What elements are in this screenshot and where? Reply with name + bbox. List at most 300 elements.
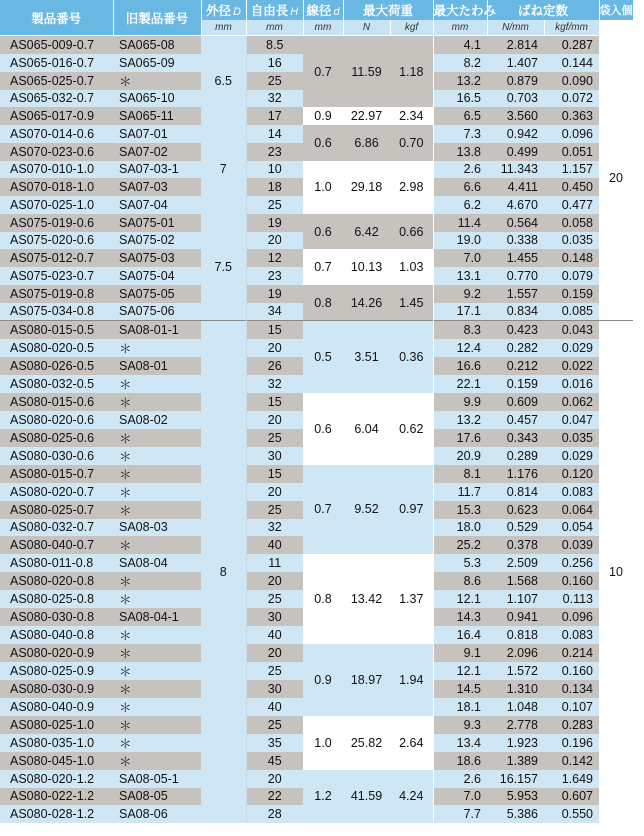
rate-kgf-cell: 0.083 [544,483,599,501]
old-part-no-cell: ＊ [113,429,201,447]
old-part-no-cell: SA07-01 [113,125,201,143]
max-load-kgf-cell: 1.18 [390,36,433,107]
max-defl-cell: 17.6 [433,429,487,447]
free-len-cell: 32 [246,90,303,108]
bag-qty-cell: 20 [599,36,633,321]
max-defl-cell: 11.7 [433,483,487,501]
rate-kgf-cell: 0.214 [544,644,599,662]
part-no-cell: AS080-022-1.2 [0,788,113,806]
max-load-kgf-cell: 1.94 [390,644,433,716]
table-row [0,770,633,788]
rate-n-cell: 0.770 [487,267,544,285]
max-defl-cell: 9.2 [433,285,487,303]
max-defl-cell: 8.6 [433,572,487,590]
part-no-cell: AS080-011-0.8 [0,554,113,572]
header-max-load: 最大荷重 [343,0,433,20]
max-defl-cell: 12.4 [433,339,487,357]
rate-kgf-cell: 0.550 [544,805,599,823]
rate-n-cell: 1.407 [487,54,544,72]
free-len-cell: 19 [246,285,303,303]
wire-dia-cell: 0.9 [303,644,343,716]
free-len-cell: 19 [246,214,303,232]
max-load-kgf-cell: 0.36 [390,321,433,393]
wire-dia-cell: 0.7 [303,249,343,285]
old-part-no-cell: SA075-03 [113,249,201,267]
part-no-cell: AS080-030-0.9 [0,680,113,698]
free-len-cell: 8.5 [246,36,303,54]
header-outer-dia: 外径 D [201,0,246,20]
free-len-cell: 45 [246,752,303,770]
rate-n-cell: 0.378 [487,536,544,554]
part-no-cell: AS080-032-0.5 [0,375,113,393]
rate-n-cell: 0.423 [487,321,544,339]
rate-kgf-cell: 0.029 [544,339,599,357]
old-part-no-cell: SA08-05 [113,788,201,806]
old-part-no-cell: ＊ [113,662,201,680]
rate-kgf-cell: 0.035 [544,429,599,447]
free-len-cell: 25 [246,72,303,90]
max-defl-cell: 7.0 [433,788,487,806]
max-load-kgf-cell: 1.45 [390,285,433,321]
rate-kgf-cell: 0.607 [544,788,599,806]
rate-n-cell: 0.159 [487,375,544,393]
unit-rate-n: N/mm [487,20,544,35]
part-no-cell: AS080-025-1.0 [0,716,113,734]
max-defl-cell: 6.5 [433,107,487,125]
old-part-no-cell: ＊ [113,734,201,752]
rate-n-cell: 2.814 [487,36,544,54]
old-part-no-cell: ＊ [113,572,201,590]
rate-n-cell: 0.814 [487,483,544,501]
part-no-cell: AS080-040-0.9 [0,698,113,716]
max-defl-cell: 15.3 [433,501,487,519]
old-part-no-cell: SA07-03 [113,178,201,196]
wire-dia-cell: 0.8 [303,285,343,321]
free-len-cell: 40 [246,626,303,644]
rate-kgf-cell: 0.064 [544,501,599,519]
max-load-n-cell: 9.52 [343,465,390,555]
free-len-cell: 28 [246,805,303,823]
free-len-cell: 20 [246,232,303,250]
max-load-n-cell: 13.42 [343,554,390,644]
table-header [0,0,644,35]
free-len-cell: 26 [246,357,303,375]
rate-kgf-cell: 0.090 [544,72,599,90]
wire-dia-cell: 0.7 [303,465,343,555]
max-defl-cell: 2.6 [433,770,487,788]
max-load-n-cell: 11.59 [343,36,390,107]
max-load-n-cell: 29.18 [343,161,390,214]
old-part-no-cell: SA075-01 [113,214,201,232]
free-len-cell: 32 [246,375,303,393]
part-no-cell: AS080-015-0.5 [0,321,113,339]
rate-n-cell: 2.778 [487,716,544,734]
rate-kgf-cell: 0.079 [544,267,599,285]
table-row [0,321,633,339]
rate-n-cell: 0.343 [487,429,544,447]
old-part-no-cell: ＊ [113,698,201,716]
header-spring-rate: ばね定数 [487,0,599,20]
part-no-cell: AS065-032-0.7 [0,90,113,108]
part-no-cell: AS070-018-1.0 [0,178,113,196]
part-no-cell: AS075-020-0.6 [0,232,113,250]
rate-kgf-cell: 0.029 [544,447,599,465]
rate-n-cell: 1.048 [487,698,544,716]
old-part-no-cell: SA075-05 [113,285,201,303]
old-part-no-cell: ＊ [113,72,201,90]
outer-dia-cell: 7 [201,125,246,214]
max-defl-cell: 18.6 [433,752,487,770]
rate-n-cell: 0.564 [487,214,544,232]
max-defl-cell: 9.3 [433,716,487,734]
part-no-cell: AS080-035-1.0 [0,734,113,752]
free-len-cell: 20 [246,483,303,501]
max-defl-cell: 13.1 [433,267,487,285]
wire-dia-cell: 0.5 [303,321,343,393]
rate-n-cell: 1.176 [487,465,544,483]
free-len-cell: 25 [246,590,303,608]
wire-dia-cell: 1.2 [303,770,343,823]
rate-kgf-cell: 1.649 [544,770,599,788]
old-part-no-cell: SA08-03 [113,519,201,537]
unit-defl: mm [433,20,487,35]
max-defl-cell: 13.4 [433,734,487,752]
part-no-cell: AS080-045-1.0 [0,752,113,770]
header-max-defl: 最大たわみ [433,0,487,20]
free-len-cell: 20 [246,339,303,357]
max-defl-cell: 6.2 [433,196,487,214]
part-no-cell: AS065-017-0.9 [0,107,113,125]
max-load-n-cell: 6.04 [343,393,390,465]
max-defl-cell: 12.1 [433,590,487,608]
table-row [0,249,633,267]
part-no-cell: AS080-040-0.8 [0,626,113,644]
free-len-cell: 11 [246,554,303,572]
max-load-kgf-cell: 0.66 [390,214,433,250]
max-defl-cell: 13.2 [433,411,487,429]
free-len-cell: 20 [246,572,303,590]
rate-kgf-cell: 0.051 [544,143,599,161]
part-no-cell: AS080-025-0.6 [0,429,113,447]
rate-kgf-cell: 0.083 [544,626,599,644]
table-row [0,36,633,54]
rate-n-cell: 5.953 [487,788,544,806]
old-part-no-cell: SA075-04 [113,267,201,285]
max-defl-cell: 7.0 [433,249,487,267]
rate-n-cell: 1.455 [487,249,544,267]
rate-kgf-cell: 0.450 [544,178,599,196]
max-defl-cell: 13.8 [433,143,487,161]
rate-n-cell: 2.509 [487,554,544,572]
max-load-n-cell: 41.59 [343,770,390,823]
unit-free: mm [246,20,303,35]
rate-n-cell: 0.289 [487,447,544,465]
max-load-kgf-cell: 0.97 [390,465,433,555]
rate-kgf-cell: 0.363 [544,107,599,125]
max-load-kgf-cell: 1.37 [390,554,433,644]
unit-outer: mm [201,20,246,35]
free-len-cell: 16 [246,54,303,72]
max-defl-cell: 25.2 [433,536,487,554]
rate-kgf-cell: 1.157 [544,161,599,179]
max-load-kgf-cell: 0.62 [390,393,433,465]
part-no-cell: AS080-030-0.6 [0,447,113,465]
max-defl-cell: 22.1 [433,375,487,393]
max-load-kgf-cell: 2.64 [390,716,433,770]
rate-n-cell: 1.568 [487,572,544,590]
rate-kgf-cell: 0.085 [544,303,599,321]
rate-kgf-cell: 0.062 [544,393,599,411]
old-part-no-cell: SA07-03-1 [113,161,201,179]
max-defl-cell: 8.3 [433,321,487,339]
free-len-cell: 30 [246,447,303,465]
rate-kgf-cell: 0.160 [544,662,599,680]
part-no-cell: AS075-023-0.7 [0,267,113,285]
max-defl-cell: 16.5 [433,90,487,108]
max-load-kgf-cell: 0.70 [390,125,433,161]
rate-n-cell: 1.557 [487,285,544,303]
table-row [0,393,633,411]
table-row [0,107,633,125]
part-no-cell: AS080-020-1.2 [0,770,113,788]
max-defl-cell: 20.9 [433,447,487,465]
part-no-cell: AS080-026-0.5 [0,357,113,375]
part-no-cell: AS080-020-0.7 [0,483,113,501]
free-len-cell: 20 [246,411,303,429]
part-no-cell: AS065-025-0.7 [0,72,113,90]
wire-dia-cell: 0.8 [303,554,343,644]
table-row [0,125,633,143]
free-len-cell: 22 [246,788,303,806]
wire-dia-cell: 1.0 [303,161,343,214]
max-defl-cell: 11.4 [433,214,487,232]
old-part-no-cell: SA08-01-1 [113,321,201,339]
part-no-cell: AS080-015-0.7 [0,465,113,483]
rate-kgf-cell: 0.477 [544,196,599,214]
max-load-n-cell: 18.97 [343,644,390,716]
part-no-cell: AS070-010-1.0 [0,161,113,179]
max-defl-cell: 18.0 [433,519,487,537]
table-row [0,644,633,662]
max-defl-cell: 17.1 [433,303,487,321]
wire-dia-cell: 0.6 [303,393,343,465]
old-part-no-cell: ＊ [113,483,201,501]
old-part-no-cell: ＊ [113,465,201,483]
rate-kgf-cell: 0.058 [544,214,599,232]
max-defl-cell: 8.1 [433,465,487,483]
max-defl-cell: 13.2 [433,72,487,90]
max-load-n-cell: 14.26 [343,285,390,321]
rate-kgf-cell: 0.134 [544,680,599,698]
rate-kgf-cell: 0.072 [544,90,599,108]
free-len-cell: 15 [246,393,303,411]
part-no-cell: AS080-020-0.8 [0,572,113,590]
max-defl-cell: 12.1 [433,662,487,680]
rate-kgf-cell: 0.256 [544,554,599,572]
free-len-cell: 25 [246,716,303,734]
header-wire-dia: 線径 d [303,0,343,20]
part-no-cell: AS080-040-0.7 [0,536,113,554]
old-part-no-cell: SA08-04-1 [113,608,201,626]
old-part-no-cell: SA08-06 [113,805,201,823]
old-part-no-cell: SA07-04 [113,196,201,214]
max-defl-cell: 19.0 [433,232,487,250]
rate-kgf-cell: 0.113 [544,590,599,608]
unit-rate-kgf: kgf/mm [544,20,599,35]
max-defl-cell: 7.3 [433,125,487,143]
rate-n-cell: 1.389 [487,752,544,770]
rate-n-cell: 0.818 [487,626,544,644]
max-defl-cell: 9.9 [433,393,487,411]
free-len-cell: 40 [246,698,303,716]
old-part-no-cell: SA075-02 [113,232,201,250]
old-part-no-cell: ＊ [113,393,201,411]
old-part-no-cell: ＊ [113,716,201,734]
part-no-cell: AS080-015-0.6 [0,393,113,411]
old-part-no-cell: SA08-01 [113,357,201,375]
old-part-no-cell: SA065-11 [113,107,201,125]
max-defl-cell: 18.1 [433,698,487,716]
old-part-no-cell: ＊ [113,626,201,644]
old-part-no-cell: SA075-06 [113,303,201,321]
part-no-cell: AS080-025-0.8 [0,590,113,608]
rate-n-cell: 1.310 [487,680,544,698]
old-part-no-cell: ＊ [113,501,201,519]
wire-dia-cell: 0.6 [303,125,343,161]
max-defl-cell: 5.3 [433,554,487,572]
free-len-cell: 30 [246,680,303,698]
old-part-no-cell: SA065-10 [113,90,201,108]
rate-n-cell: 4.670 [487,196,544,214]
part-no-cell: AS075-012-0.7 [0,249,113,267]
free-len-cell: 25 [246,196,303,214]
rate-n-cell: 0.941 [487,608,544,626]
free-len-cell: 32 [246,519,303,537]
rate-n-cell: 5.386 [487,805,544,823]
rate-kgf-cell: 0.096 [544,125,599,143]
rate-n-cell: 2.096 [487,644,544,662]
rate-n-cell: 0.834 [487,303,544,321]
max-load-kgf-cell: 4.24 [390,770,433,823]
wire-dia-cell: 0.6 [303,214,343,250]
part-no-cell: AS070-025-1.0 [0,196,113,214]
unit-wire: mm [303,20,343,35]
free-len-cell: 23 [246,267,303,285]
rate-kgf-cell: 0.159 [544,285,599,303]
old-part-no-cell: ＊ [113,680,201,698]
max-defl-cell: 8.2 [433,54,487,72]
old-part-no-cell: ＊ [113,375,201,393]
max-load-kgf-cell: 2.34 [390,107,433,125]
rate-kgf-cell: 0.107 [544,698,599,716]
rate-n-cell: 0.942 [487,125,544,143]
rate-n-cell: 3.560 [487,107,544,125]
old-part-no-cell: ＊ [113,536,201,554]
part-no-cell: AS070-023-0.6 [0,143,113,161]
header-old-part-no: 旧製品番号 [113,0,201,35]
part-no-cell: AS080-030-0.8 [0,608,113,626]
free-len-cell: 25 [246,501,303,519]
old-part-no-cell: SA07-02 [113,143,201,161]
rate-n-cell: 0.609 [487,393,544,411]
max-load-n-cell: 10.13 [343,249,390,285]
table-row [0,161,633,179]
free-len-cell: 15 [246,465,303,483]
max-defl-cell: 7.7 [433,805,487,823]
part-no-cell: AS080-020-0.6 [0,411,113,429]
header-free-len: 自由長 H [246,0,303,20]
rate-n-cell: 1.923 [487,734,544,752]
part-no-cell: AS075-019-0.6 [0,214,113,232]
rate-kgf-cell: 0.043 [544,321,599,339]
old-part-no-cell: SA08-05-1 [113,770,201,788]
max-load-n-cell: 3.51 [343,321,390,393]
bag-qty-cell: 10 [599,321,633,823]
outer-dia-cell: 6.5 [201,36,246,125]
part-no-cell: AS070-014-0.6 [0,125,113,143]
rate-n-cell: 0.282 [487,339,544,357]
rate-n-cell: 0.457 [487,411,544,429]
old-part-no-cell: ＊ [113,447,201,465]
rate-kgf-cell: 0.054 [544,519,599,537]
old-part-no-cell: ＊ [113,590,201,608]
rate-kgf-cell: 0.035 [544,232,599,250]
wire-dia-cell: 0.9 [303,107,343,125]
max-defl-cell: 14.5 [433,680,487,698]
part-no-cell: AS075-034-0.8 [0,303,113,321]
old-part-no-cell: SA08-02 [113,411,201,429]
rate-kgf-cell: 0.016 [544,375,599,393]
rate-n-cell: 11.343 [487,161,544,179]
old-part-no-cell: ＊ [113,339,201,357]
part-no-cell: AS080-032-0.7 [0,519,113,537]
max-defl-cell: 16.6 [433,357,487,375]
free-len-cell: 20 [246,644,303,662]
max-load-n-cell: 6.42 [343,214,390,250]
rate-n-cell: 0.499 [487,143,544,161]
max-defl-cell: 9.1 [433,644,487,662]
rate-kgf-cell: 0.144 [544,54,599,72]
max-defl-cell: 4.1 [433,36,487,54]
free-len-cell: 25 [246,429,303,447]
rate-n-cell: 0.623 [487,501,544,519]
free-len-cell: 40 [246,536,303,554]
old-part-no-cell: SA08-04 [113,554,201,572]
max-defl-cell: 6.6 [433,178,487,196]
part-no-cell: AS080-028-1.2 [0,805,113,823]
max-defl-cell: 2.6 [433,161,487,179]
rate-kgf-cell: 0.047 [544,411,599,429]
part-no-cell: AS080-025-0.9 [0,662,113,680]
rate-n-cell: 16.157 [487,770,544,788]
rate-kgf-cell: 0.283 [544,716,599,734]
header-part-no: 製品番号 [0,0,113,35]
free-len-cell: 17 [246,107,303,125]
free-len-cell: 30 [246,608,303,626]
rate-kgf-cell: 0.287 [544,36,599,54]
rate-n-cell: 0.529 [487,519,544,537]
part-no-cell: AS080-020-0.5 [0,339,113,357]
wire-dia-cell: 0.7 [303,36,343,107]
unit-load-kgf: kgf [390,20,433,35]
max-defl-cell: 14.3 [433,608,487,626]
rate-n-cell: 1.107 [487,590,544,608]
free-len-cell: 18 [246,178,303,196]
table-row [0,285,633,303]
rate-kgf-cell: 0.148 [544,249,599,267]
rate-kgf-cell: 0.096 [544,608,599,626]
free-len-cell: 23 [246,143,303,161]
